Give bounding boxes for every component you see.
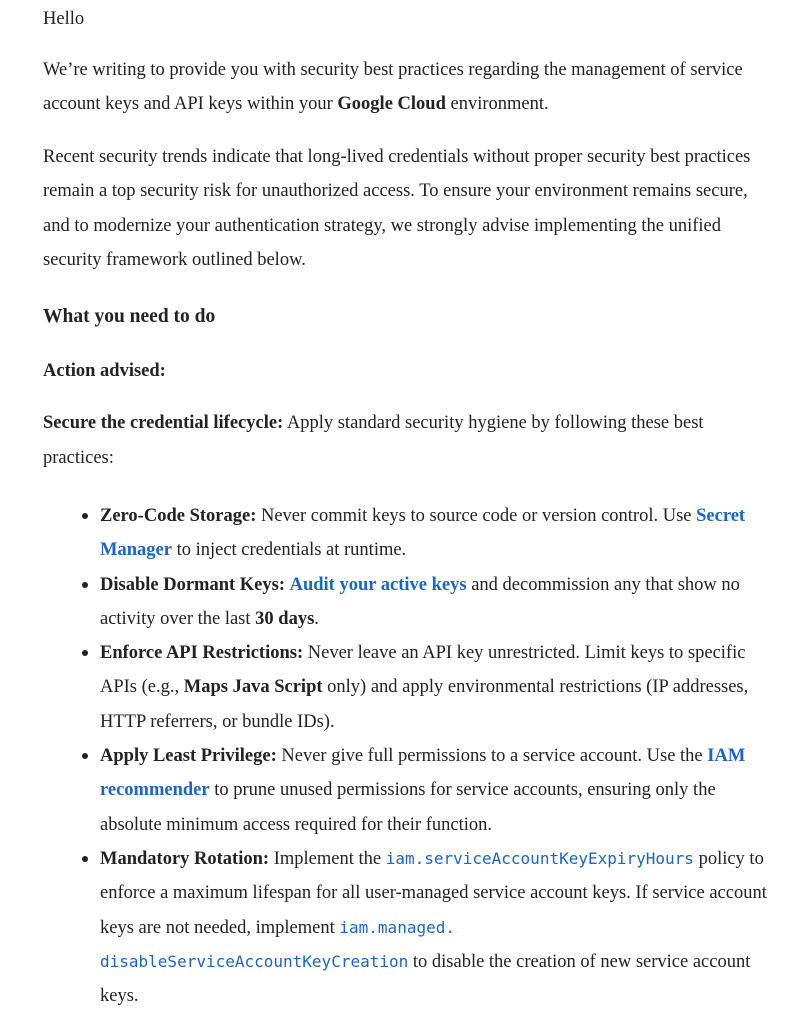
intro-text: We’re writing to provide you with security best practices regarding the management of service account keys and API keys within your [43,59,743,114]
thirty-days-text: 30 days [255,608,315,629]
list-item-zero-code-storage [100,499,778,568]
list-item-text: to disable the creation of new service account keys. [100,951,751,1007]
email-body [43,0,778,1013]
list-item-text: Never leave an API key unrestricted. Limit keys to specific APIs (e.g., [100,643,746,698]
list-item-text: . [314,608,319,629]
greeting: Hello [43,9,85,29]
list-item-text: and decommission any that show no activity over the last [100,574,740,629]
lifecycle-text: Apply standard security hygiene by following these best practices: [43,413,704,468]
list-item-text: Never commit keys to source code or version control. Use [256,506,697,526]
key-expiry-policy-code-link[interactable]: iam.serviceAccountKeyExpiryHours [385,848,694,868]
maps-javascript-text: Maps Java Script [183,677,323,698]
list-item-apply-least-privilege [100,739,778,842]
list-item-title: Disable Dormant Keys: [100,574,285,595]
lifecycle-paragraph [43,406,778,475]
list-item-title: Zero-Code Storage: [100,506,257,526]
recent-trends-paragraph: Recent security trends indicate that long-lived credentials without proper security best practices remain a top security risk for unauthorized access. To ensure your environment remains secure, and to modernize your authentication strategy, we strongly advise implementing the unified security framework outlined below. [43,146,751,270]
action-advised-label: Action advised: [43,360,166,381]
best-practices-list [43,499,778,1013]
list-item-enforce-api-restrictions [100,636,778,739]
list-item-text: policy to enforce a maximum lifespan for all user-managed service account keys. If service account keys are not needed, implement [100,848,767,938]
lifecycle-title: Secure the credential lifecycle: [43,413,284,433]
disable-key-creation-policy-code-link-part1[interactable]: iam.managed. [339,917,455,937]
google-cloud-text: Google Cloud [337,94,446,114]
list-item-text: to prune unused permissions for service accounts, ensuring only the absolute minimum access required for their function. [100,780,716,835]
list-item-title: Apply Least Privilege: [100,746,277,767]
list-item-text: only) and apply environmental restrictions (IP addresses, HTTP referrers, or bundle IDs). [100,677,749,732]
iam-recommender-link[interactable]: IAM recommender [100,746,746,801]
section-heading: What you need to do [43,305,216,327]
list-item-title: Mandatory Rotation: [100,848,270,869]
intro-text-end: environment. [445,94,549,114]
list-item-mandatory-rotation [100,842,778,1013]
disable-key-creation-policy-code-link-part2[interactable]: disableServiceAccountKeyCreation [100,951,409,971]
list-item-text: to inject credentials at runtime. [171,540,407,561]
list-item-text: Implement the [269,848,386,869]
audit-active-keys-link[interactable]: Audit your active keys [289,574,467,595]
list-item-disable-dormant-keys [100,568,778,637]
intro-paragraph [43,53,778,122]
list-item-text: Never give full permissions to a service account. Use the [276,746,708,767]
list-item-title: Enforce API Restrictions: [100,643,304,664]
secret-manager-link[interactable]: Secret Manager [100,506,746,561]
